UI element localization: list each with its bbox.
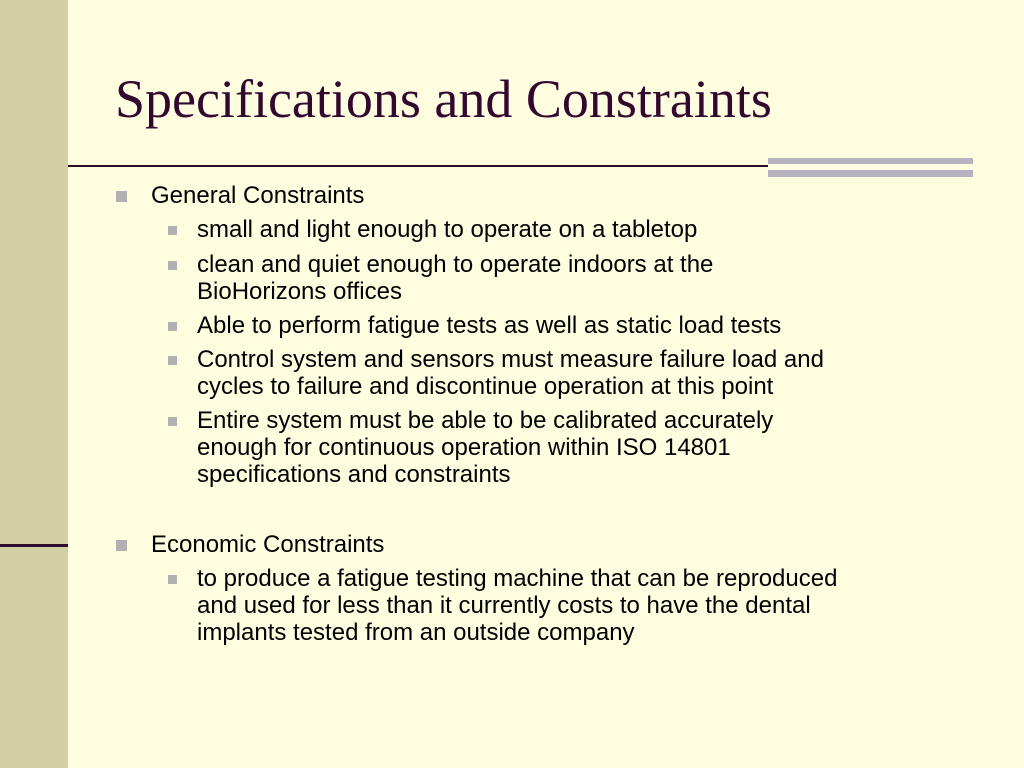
square-bullet-icon <box>168 575 177 584</box>
square-bullet-icon <box>168 356 177 365</box>
list-item-text: Able to perform fatigue tests as well as static load tests <box>197 312 782 339</box>
list-item-text: Entire system must be able to be calibrated accurately enough for continuous operation within ISO 14801 specifications and constraints <box>197 407 774 488</box>
square-bullet-icon <box>168 417 177 426</box>
list-item-text: to produce a fatigue testing machine that can be reproduced and used for less than it currently costs to have the dental implants tested from an outside company <box>197 565 838 646</box>
square-bullet-icon <box>168 261 177 270</box>
list-item-text: small and light enough to operate on a tabletop <box>197 216 698 243</box>
section-heading-text: Economic Constraints <box>151 531 385 558</box>
section-heading-text: General Constraints <box>151 182 365 209</box>
slide-title: Specifications and Constraints <box>115 69 772 129</box>
list-item-text: Control system and sensors must measure failure load and cycles to failure and discontinue operation at this point <box>197 346 824 400</box>
square-bullet-icon <box>168 226 177 235</box>
square-bullet-icon <box>116 191 127 202</box>
list-item-text: clean and quiet enough to operate indoors at the BioHorizons offices <box>197 251 714 305</box>
square-bullet-icon <box>116 540 127 551</box>
square-bullet-icon <box>168 322 177 331</box>
